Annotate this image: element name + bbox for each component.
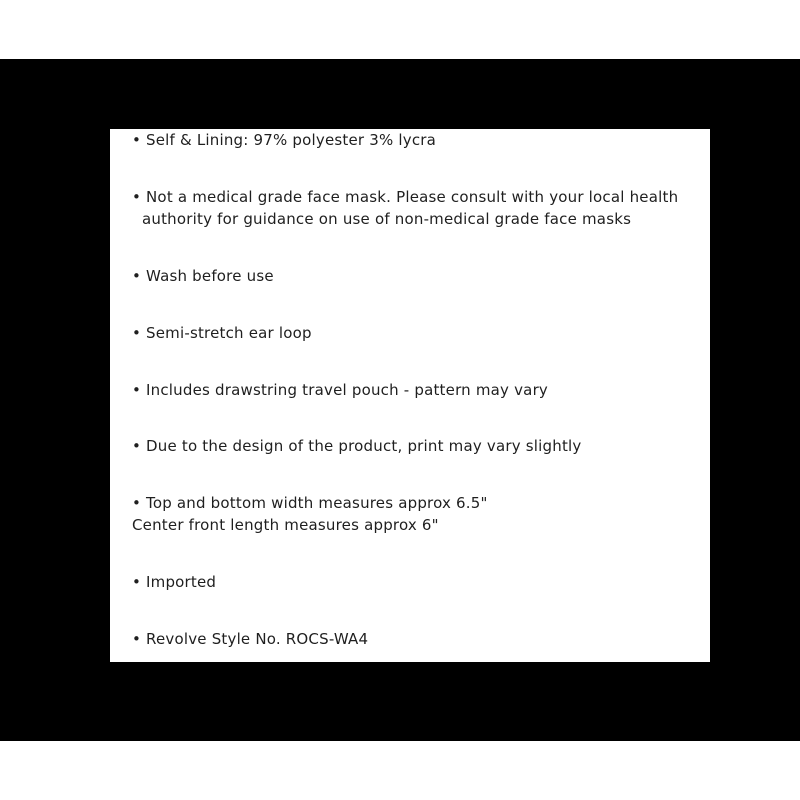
detail-line: • Wash before use <box>132 267 274 285</box>
detail-line: • Revolve Style No. ROCS-WA4 <box>132 630 369 648</box>
detail-line: authority for guidance on use of non-medical grade face masks <box>142 210 632 228</box>
detail-line: • Top and bottom width measures approx 6.5" <box>132 494 488 512</box>
detail-line: • Imported <box>132 573 217 591</box>
detail-line: • Includes drawstring travel pouch - pattern may vary <box>132 381 549 399</box>
detail-line: Center front length measures approx 6" <box>132 516 439 534</box>
detail-line: • Not a medical grade face mask. Please consult with your local health <box>132 188 679 206</box>
black-frame <box>0 59 800 741</box>
detail-line: • Due to the design of the product, print may vary slightly <box>132 437 582 455</box>
product-details-panel <box>110 129 710 662</box>
detail-line: • Semi-stretch ear loop <box>132 324 312 342</box>
detail-line: • Self & Lining: 97% polyester 3% lycra <box>132 131 437 149</box>
